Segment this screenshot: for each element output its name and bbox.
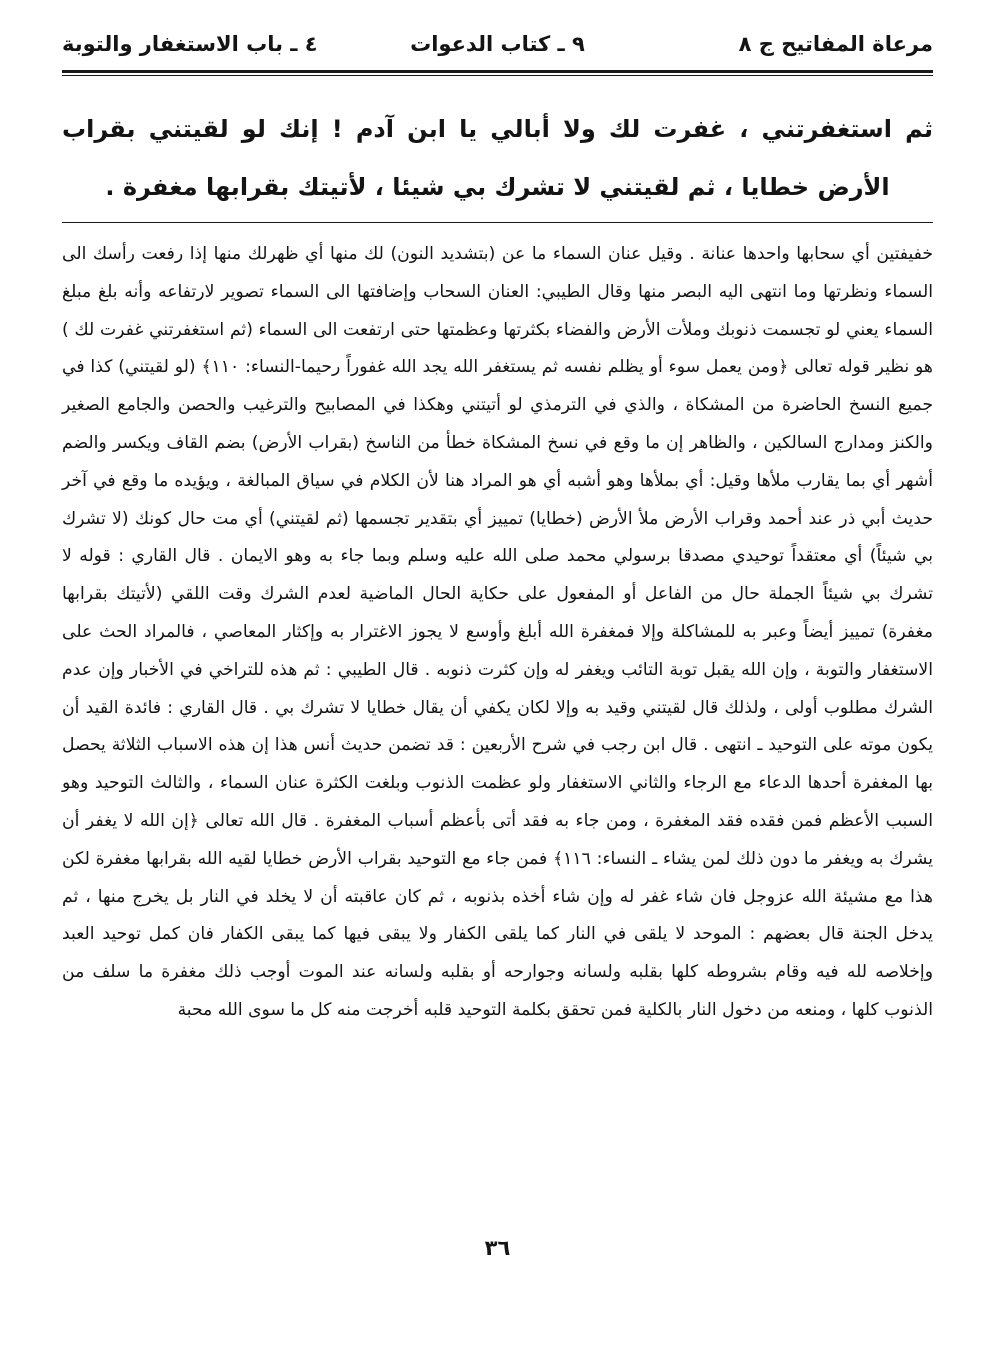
header-book-volume: مرعاة المفاتيح ج ٨ [738, 32, 933, 56]
header-rule-thin [62, 75, 933, 76]
page-number: ٣٦ [484, 1236, 511, 1260]
header-rule-thick [62, 70, 933, 73]
commentary-body [62, 236, 933, 1030]
running-header [62, 26, 933, 68]
header-bab: ٤ ـ باب الاستغفار والتوبة [62, 32, 318, 56]
header-kitab: ٩ ـ كتاب الدعوات [410, 32, 585, 56]
section-divider [62, 222, 933, 223]
commentary-paragraph: خفيفتين أي سحابها واحدها عنانة . وقيل عنان السماء ما عن (بتشديد النون) لك منها أي ظهرلك منها إذا رفعت رأسك الى السماء ونظرتها وما انتهى اليه البصر منها وقال الطيبي: العنان السحاب وإضافتها الى السماء تصوير لارتفاعه وأنه بلغ مبلغ السماء يعني لو تجسمت ذنوبك وملأت الأرض والفضاء بكثرتها وعظمتها حتى ارتفعت الى السماء (ثم استغفرتني غفرت لك ) هو نظير قوله تعالى ﴿ومن يعمل سوء أو يظلم نفسه ثم يستغفر الله يجد الله غفوراً رحيما-النساء: ١١٠﴾ (لو لقيتني) كذا في جميع النسخ الحاضرة من المشكاة ، والذي في الترمذي لو أتيتني وهكذا في المصابيح والترغيب والحصن والجامع الصغير والكنز ومدارج السالكين ، والظاهر إن ما وقع في نسخ المشكاة خطأ من الناسخ (بقراب الأرض) بضم القاف ويكسر والضم أشهر أي بما يقارب ملأها وقيل: أي بملأها وهو أشبه أي هو المراد هنا لأن الكلام في سياق المبالغة ، ويؤيده ما وقع في آخر حديث أبي ذر عند أحمد وقراب الأرض ملأ الأرض (خطايا) تمييز أي بتقدير تجسمها (ثم لقيتني) أي مت حال كونك (لا تشرك بي شيئاً) أي معتقداً توحيدي مصدقا برسولي محمد صلى الله عليه وسلم وبما جاء به وهو الايمان . قال القاري : قوله لا تشرك بي شيئاً الجملة حال من الفاعل أو المفعول على حكاية الحال الماضية لعدم الشرك وقت اللقي (لأتيتك بقرابها مغفرة) تمييز أيضاً وعبر به للمشاكلة وإلا فمغفرة الله أبلغ وأوسع لا يجوز الاغترار به وإكثار المعاصي ، فالمراد الحث على الاستغفار والتوبة ، وإن الله يقبل توبة التائب ويغفر له وإن كثرت ذنوبه . قال الطيبي : ثم هذه للتراخي في الأخبار وإن عدم الشرك مطلوب أولى ، ولذلك قال لقيتني وقيد به وإلا لكان يكفي أن يقال خطايا لا تشرك بي . قال القاري : فائدة القيد أن يكون موته على التوحيد ـ انتهى . قال ابن رجب في شرح الأربعين : قد تضمن حديث أنس هذا إن هذه الاسباب الثلاثة يحصل بها المغفرة أحدها الدعاء مع الرجاء والثاني الاستغفار ولو عظمت الذنوب وبلغت الكثرة عنان السماء ، والثالث التوحيد وهو السبب الأعظم فمن فقده فقد المغفرة ، ومن جاء به فقد أتى بأعظم أسباب المغفرة . قال الله تعالى ﴿إن الله لا يغفر أن يشرك به ويغفر ما دون ذلك لمن يشاء ـ النساء: ١١٦﴾ فمن جاء مع التوحيد بقراب الأرض خطايا لقيه الله بقرابها مغفرة لكن هذا مع مشيئة الله عزوجل فان شاء غفر له وإن شاء أخذه بذنوبه ، ثم كان عاقبته أن لا يخلد في النار بل يخرج منها ، ثم يدخل الجنة قال بعضهم : الموحد لا يلقى في النار كما يلقى الكفار ولا يبقى فيها كما يبقى الكفار فان كمل توحيد العبد وإخلاصه لله فيه وقام بشروطه كلها بقلبه ولسانه وجوارحه أو بقلبه ولسانه عند الموت أوجب ذلك مغفرة ما سلف من الذنوب كلها ، ومنعه من دخول النار بالكلية فمن تحقق بكلمة التوحيد قلبه أخرجت منه كل ما سوى الله محبة [62, 244, 933, 1020]
hadith-text: ثم استغفرتني ، غفرت لك ولا أبالي يا ابن آدم ! إنك لو لقيتني بقراب الأرض خطايا ، ثم لقيتني لا تشرك بي شيئا ، لأتيتك بقرابها مغفرة . [62, 115, 933, 201]
